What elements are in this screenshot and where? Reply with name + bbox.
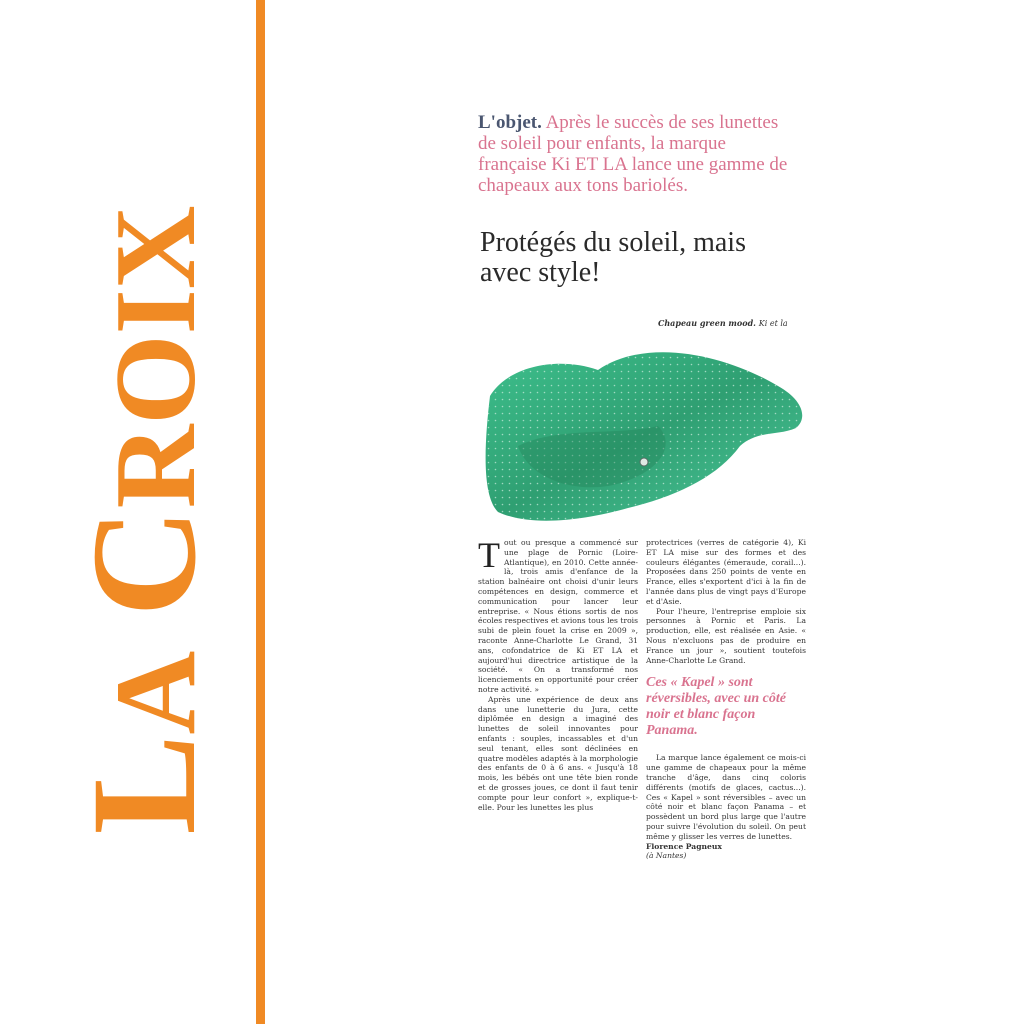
article-column-1 (478, 535, 638, 812)
logo-letter-l: L (61, 734, 227, 835)
column-1-paragraph-2: Après une expérience de deux ans dans une lunetterie du Jura, cette diplômée en design a imaginé des lunettes de soleil innovantes pour enfants : souples, incassables et d'un seul tenant, elles sont déclinées en quatre modèles adaptés à la morphologie des enfants de 0 à 6 ans. « Jusqu'à 18 mois, les bébés ont une tête bien ronde et de grosses joues, ce dont il faut tenir compte pour leur confort », explique-t-elle. Pour les lunettes les plus (478, 694, 638, 812)
newspaper-clipping (470, 100, 810, 930)
author-location: (à Nantes) (646, 851, 687, 861)
column-2-paragraph-1: protectrices (verres de catégorie 4), Ki ET LA mise sur des formes et des couleurs élégantes (émeraude, corail...). Proposées dans 250 points de vente en France, elles s'exportent d'ici à la fin de l'année dans plus de vingt pays d'Europe et d'Asie. (646, 538, 806, 606)
article-headline: Protégés du soleil, mais avec style! (480, 227, 746, 288)
column-2-paragraph-2: Pour l'heure, l'entreprise emploie six personnes à Pornic et Paris. La production, elle, est réalisée en Asie. « Nous n'excluons pas de produire en France un jour », soutient toutefois Anne-Charlotte Le Grand. (646, 606, 806, 665)
intro-text: Après le succès de ses lunettes de soleil pour enfants, la marque française Ki ET LA lance une gamme de chapeaux aux tons bariolés. (478, 112, 788, 196)
pull-quote: Ces « Kapel » sont réversibles, avec un côté noir et blanc façon Panama. (646, 675, 786, 739)
logo-letters-a: A (92, 650, 220, 735)
drop-cap: T (478, 535, 500, 575)
orange-divider (256, 0, 265, 1024)
green-hat-image (478, 326, 808, 530)
author-name: Florence Pagneux (646, 841, 722, 851)
photo-caption: Chapeau green mood. Ki et la (658, 318, 788, 328)
column-1-paragraph-1: out ou presque a commencé sur une plage de Pornic (Loire-Atlantique), en 2010. Cette année-là, trois amis d'enfance de la station balnéaire ont choisi d'unir leurs compétences en design, commerce et communication pour lancer leur entreprise. « Nous étions sortis de nos écoles respectives et avions tous les trois subi de plein fouet la crise en 2009 », raconte Anne-Charlotte Le Grand, 31 ans, cofondatrice de Ki ET LA et aujourd'hui directrice artistique de la société. « On a transformé nos licenciements en opportunité pour créer notre activité. » (478, 538, 638, 694)
logo-letters-roix: ROIX (92, 205, 220, 509)
hat-button (640, 458, 648, 466)
la-croix-logo (61, 205, 227, 835)
brand-logo (0, 0, 250, 1024)
column-2-paragraph-3: La marque lance également ce mois-ci une gamme de chapeaux pour la même tranche d'âge, dans cinq coloris différents (motifs de glaces, cactus...). Ces « Kapel » sont réversibles – avec un côté noir et blanc façon Panama – et possèdent un bord plus large que l'autre pour suivre l'évolution du soleil. On peut même y glisser les verres de lunettes. (646, 753, 806, 841)
article-intro (478, 112, 798, 196)
intro-tag: L'objet. (478, 112, 542, 133)
logo-letter-c: C (61, 508, 227, 617)
article-column-2 (646, 538, 806, 861)
